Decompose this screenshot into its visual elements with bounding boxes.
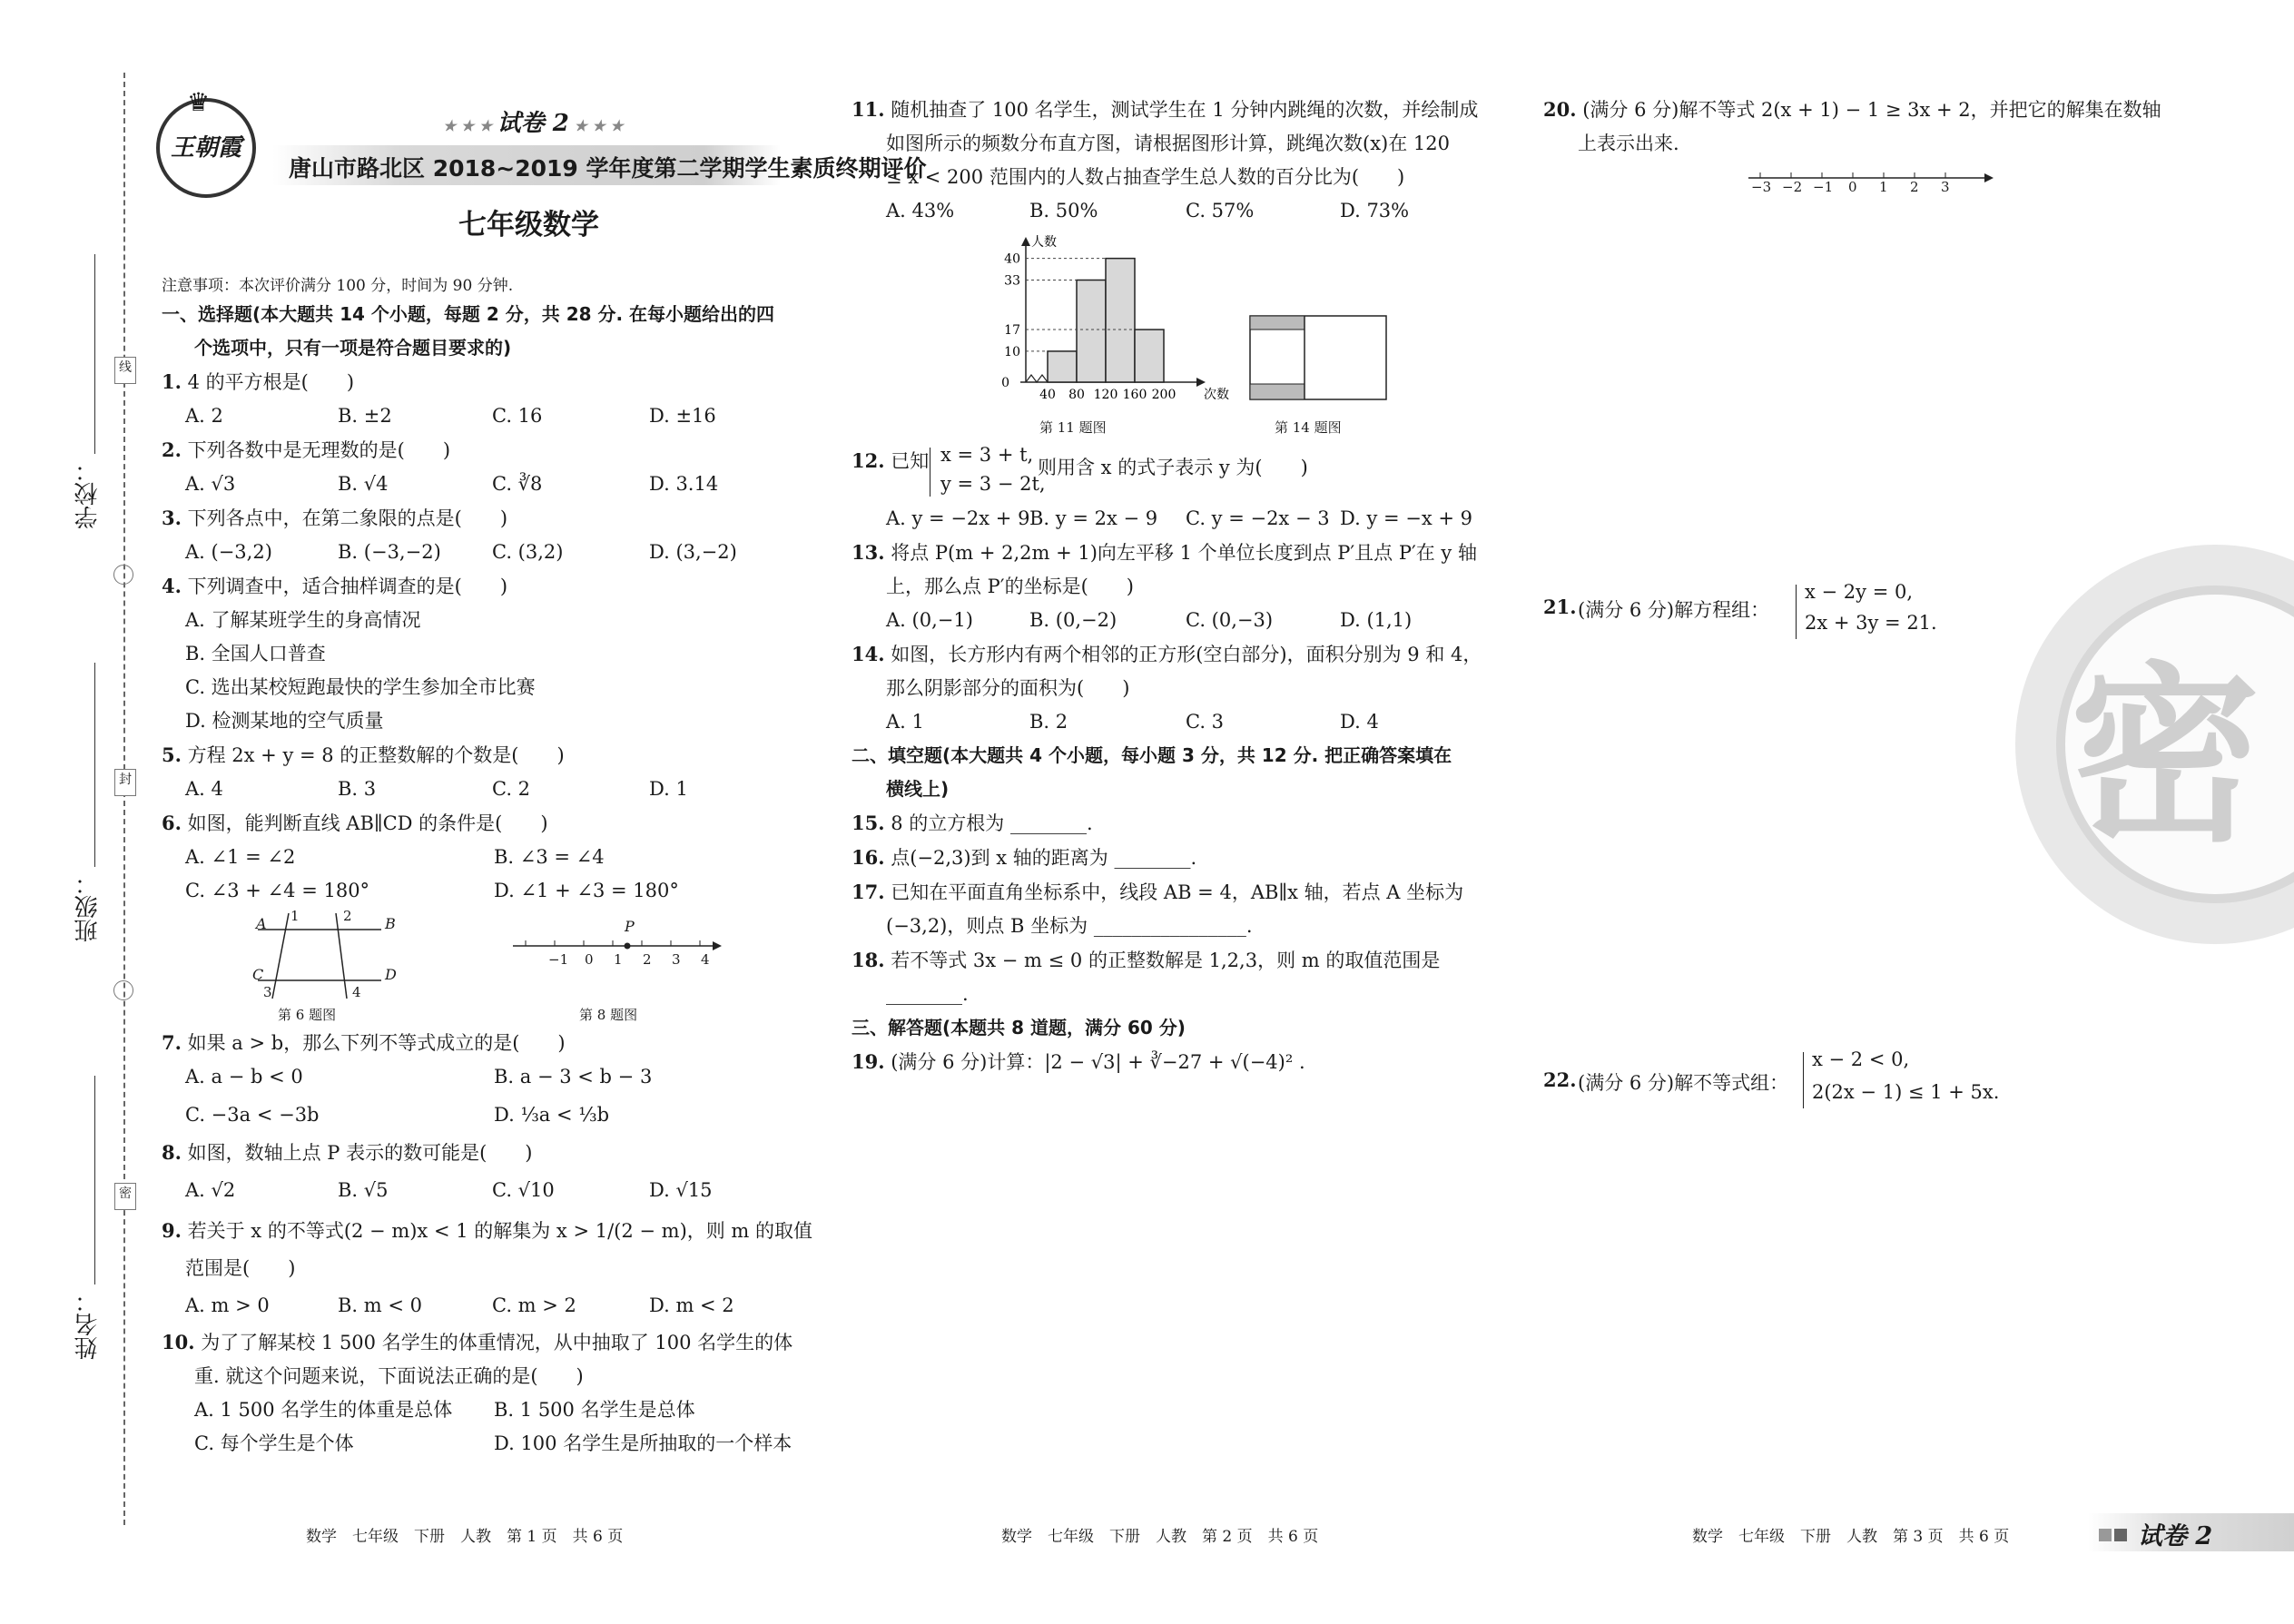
option-a[interactable]: A. 了解某班学生的身高情况 (185, 609, 421, 631)
class-fill-line (94, 663, 95, 867)
options-6-cd (162, 874, 815, 908)
series-text: 试卷 2 (497, 110, 569, 137)
fig8-tick-3: 3 (672, 951, 681, 968)
option-c[interactable]: C. ∛8 (492, 473, 543, 495)
option-d[interactable]: D. 1 (649, 778, 688, 800)
footer-series: 试卷 2 (2138, 1522, 2213, 1550)
subject-title: 七年级数学 (458, 209, 599, 241)
point-p (625, 943, 631, 950)
crown-icon: ♛ (187, 87, 211, 117)
axis20-tick-3: 3 (1941, 179, 1950, 195)
options-7-cd (162, 1094, 815, 1136)
column-1 (162, 298, 815, 1461)
option-b[interactable]: B. √4 (338, 473, 389, 495)
options-9 (162, 1285, 815, 1325)
fig11-caption: 第 11 题图 (1039, 419, 1107, 436)
shaded-top (1250, 316, 1305, 330)
option-b[interactable]: B. a − 3 < b − 3 (494, 1066, 653, 1088)
question-7: 7. 如果 a > b，那么下列不等式成立的是( ) (162, 1031, 566, 1054)
question-5: 5. 方程 2x + y = 8 的正整数解的个数是( ) (162, 743, 565, 766)
question-20: 20. (满分 6 分)解不等式 2(x + 1) − 1 ≥ 3x + 2，并把它的解集在数轴 (1543, 98, 2161, 121)
binding-tag-2: 封 (114, 769, 136, 796)
option-c[interactable]: C. y = −2x − 3 (1186, 507, 1330, 529)
name-fill-line (94, 1076, 95, 1284)
y-tick-label: 10 (1004, 344, 1020, 359)
name-label: 姓名： (74, 1289, 102, 1360)
x-tick-label: 120 (1093, 388, 1118, 402)
option-c[interactable]: C. −3a < −3b (185, 1104, 320, 1126)
axis20-tick-0: 0 (1848, 179, 1857, 195)
option-c[interactable]: C. 16 (492, 405, 543, 427)
punch-hole-icon (113, 980, 133, 1000)
fig6-angle-2: 2 (343, 908, 352, 924)
school-fill-line (94, 254, 95, 454)
axis20-tick-m2: −2 (1782, 179, 1803, 195)
option-c[interactable]: C. 2 (492, 778, 531, 800)
option-d[interactable]: D. √15 (649, 1179, 713, 1201)
question-17: 17. 已知在平面直角坐标系中，线段 AB = 4，AB∥x 轴，若点 A 坐标为 (852, 881, 1464, 903)
fig8-tick-2: 2 (643, 951, 652, 968)
option-d[interactable]: D. m < 2 (649, 1294, 734, 1316)
option-a[interactable]: A. 1 (886, 711, 924, 733)
options-2 (162, 468, 815, 501)
y-axis-title: 人数 (1031, 235, 1057, 250)
option-b[interactable]: B. √5 (338, 1179, 389, 1201)
question-13: 13. 将点 P(m + 2,2m + 1)向左平移 1 个单位长度到点 P′且点 P′在 y 轴 (852, 541, 1477, 564)
question-6: 6. 如图，能判断直线 AB∥CD 的条件是( ) (162, 812, 548, 834)
binding-line (123, 73, 125, 1525)
y-tick-label: 33 (1004, 273, 1020, 289)
y-axis-arrow-icon (1021, 237, 1030, 246)
section1-heading: 一、选择题(本大题共 14 个小题，每题 2 分，共 28 分. 在每小题给出的四 个选项中，只有一项是符合题目要求的) (162, 303, 775, 359)
class-label: 班级： (74, 871, 102, 942)
options-1 (162, 399, 815, 433)
x-tick-label: 200 (1151, 388, 1177, 402)
question-3: 3. 下列各点中，在第二象限的点是( ) (162, 507, 508, 529)
question-15: 15. 8 的立方根为 ________. (852, 812, 1093, 834)
option-c[interactable]: C. (3,2) (492, 541, 564, 563)
figure-row-6-8 (162, 908, 815, 1026)
options-12 (852, 502, 1523, 536)
option-d[interactable]: D. (3,−2) (649, 541, 737, 563)
question-9-cont: 范围是( ) (185, 1257, 296, 1279)
question-10: 10. 为了了解某校 1 500 名学生的体重情况，从中抽取了 100 名学生的体 (162, 1331, 793, 1353)
figure-14 (1249, 315, 1387, 400)
column-3 (1543, 93, 2215, 161)
fig8-tick-m1: −1 (548, 951, 569, 968)
option-c[interactable]: C. 选出某校短跑最快的学生参加全市比赛 (185, 676, 536, 698)
option-b[interactable]: B. 2 (1029, 711, 1068, 733)
option-b[interactable]: B. 3 (338, 778, 377, 800)
fig6-angle-1: 1 (290, 908, 300, 924)
option-a[interactable]: A. 2 (185, 405, 223, 427)
logo-text: 王朝霞 (170, 134, 241, 162)
options-6-ab (162, 841, 815, 874)
option-b[interactable]: B. 全国人口普查 (185, 643, 326, 664)
question-21: 21. (满分 6 分)解方程组： x − 2y = 0, 2x + 3y = 21. (1543, 581, 2088, 645)
question-11-line3: ≤ x < 200 范围内的人数占抽查学生总人数的百分比为( ) (886, 166, 1405, 188)
system-brace (1796, 585, 1804, 639)
option-d[interactable]: D. y = −x + 9 (1340, 507, 1472, 529)
fig8-tick-1: 1 (614, 951, 623, 968)
options-14 (852, 705, 1523, 739)
options-5 (162, 773, 815, 806)
option-a[interactable]: A. m > 0 (185, 1294, 270, 1316)
option-c[interactable]: C. ∠3 + ∠4 = 180° (185, 880, 370, 901)
section2-heading: 二、填空题(本大题共 4 个小题，每小题 3 分，共 12 分. 把正确答案填在 横线上) (852, 744, 1452, 800)
axis20-tick-1: 1 (1879, 179, 1888, 195)
shaded-bottom (1250, 384, 1305, 399)
histogram-11 (970, 233, 1242, 415)
y-tick-label: 17 (1004, 323, 1020, 339)
histogram-bar (1048, 351, 1077, 382)
x-tick-label: 160 (1122, 388, 1147, 402)
option-b[interactable]: B. (−3,−2) (338, 541, 441, 563)
option-d[interactable]: D. 4 (1340, 711, 1379, 733)
binding-tag-1: 线 (114, 357, 136, 384)
question-2: 2. 下列各数中是无理数的是( ) (162, 438, 451, 461)
histogram-bar (1077, 281, 1106, 383)
fig6-angle-3: 3 (263, 984, 272, 1000)
question-9: 9. 若关于 x 的不等式(2 − m)x < 1 的解集为 x > 1/(2 − m)，则 m 的取值 (162, 1219, 813, 1242)
logo (156, 87, 256, 198)
question-18: 18. 若不等式 3x − m ≤ 0 的正整数解是 1,2,3，则 m 的取值范围是 (852, 949, 1441, 971)
question-14: 14. 如图，长方形内有两个相邻的正方形(空白部分)，面积分别为 9 和 4， (852, 643, 1482, 665)
histogram-bar (1135, 330, 1164, 382)
footer-page-1: 数学 七年级 下册 人教 第 1 页 共 6 页 (306, 1528, 624, 1546)
arrow-icon (1984, 173, 1994, 182)
options-10-ab (162, 1393, 815, 1427)
question-4: 4. 下列调查中，适合抽样调查的是( ) (162, 575, 508, 597)
axis20-tick-m1: −1 (1813, 179, 1834, 195)
question-11-line2: 如图所示的频数分布直方图，请根据图形计算，跳绳次数(x)在 120 (886, 133, 1450, 154)
options-3 (162, 536, 815, 569)
options-10-cd (162, 1427, 815, 1461)
origin-label: 0 (1001, 376, 1009, 390)
question-11: 11. 随机抽查了 100 名学生，测试学生在 1 分钟内跳绳的次数，并绘制成 (852, 98, 1479, 121)
question-10-cont: 重. 就这个问题来说，下面说法正确的是( ) (194, 1365, 584, 1387)
question-12: 12. 已知 x = 3 + t, y = 3 − 2t, 则用含 x 的式子表示 y 为( ) (852, 444, 1308, 495)
option-a[interactable]: A. √3 (185, 473, 236, 495)
y-tick-label: 40 (1004, 251, 1020, 267)
fig6-label-A: A (256, 915, 267, 932)
stamp-char: 密 (2070, 645, 2261, 868)
transversal-2 (336, 913, 347, 999)
option-b[interactable]: B. 50% (1029, 200, 1098, 221)
axis20-tick-m3: −3 (1751, 179, 1772, 195)
x-tick-label: 80 (1068, 388, 1085, 402)
option-b[interactable]: B. ∠3 = ∠4 (494, 846, 605, 868)
fig8-caption: 第 8 题图 (579, 1007, 638, 1023)
option-a[interactable]: A. ∠1 = ∠2 (185, 846, 296, 868)
option-d[interactable]: D. 73% (1340, 200, 1410, 221)
option-d[interactable]: D. (1,1) (1340, 609, 1413, 631)
option-b[interactable]: B. m < 0 (338, 1294, 423, 1316)
fig6-label-B: B (385, 915, 396, 932)
transversal-1 (272, 913, 289, 999)
fig6-caption: 第 6 题图 (278, 1007, 337, 1023)
question-18-line2: ________. (886, 983, 969, 1005)
section3-heading: 三、解答题(本题共 8 道题，满分 60 分) (852, 1017, 1186, 1038)
fig6-angle-4: 4 (352, 984, 361, 1000)
option-c[interactable]: C. 57% (1186, 200, 1255, 221)
option-d[interactable]: D. ⅓a < ⅓b (494, 1104, 610, 1126)
option-c[interactable]: C. (0,−3) (1186, 609, 1274, 631)
histogram-bar (1106, 259, 1135, 382)
question-22: 22. (满分 6 分)解不等式组： x − 2 < 0, 2(2x − 1) ≤ 1 + 5x. (1543, 1048, 2088, 1112)
system-brace (930, 448, 938, 497)
footer-page-3: 数学 七年级 下册 人教 第 3 页 共 6 页 (1692, 1528, 2010, 1546)
option-a[interactable]: A. 43% (886, 200, 955, 221)
fig8-label-P: P (625, 918, 635, 935)
option-a[interactable]: A. 4 (185, 778, 223, 800)
option-a[interactable]: A. 1 500 名学生的体重是总体 (194, 1399, 453, 1421)
question-8: 8. 如图，数轴上点 P 表示的数可能是( ) (162, 1141, 533, 1164)
question-1: 1. 4 的平方根是( ) (162, 370, 355, 393)
options-13 (852, 604, 1523, 637)
option-d[interactable]: D. ∠1 + ∠3 = 180° (494, 880, 679, 901)
option-c[interactable]: C. m > 2 (492, 1294, 576, 1316)
option-a[interactable]: A. a − b < 0 (185, 1066, 303, 1088)
punch-hole-icon (113, 565, 133, 585)
x-axis-arrow-icon (1196, 378, 1206, 387)
option-d[interactable]: D. 检测某地的空气质量 (185, 710, 384, 732)
option-d[interactable]: D. 100 名学生是所抽取的一个样本 (494, 1432, 793, 1454)
option-b[interactable]: B. 1 500 名学生是总体 (494, 1399, 695, 1421)
option-d[interactable]: D. ±16 (649, 405, 716, 427)
fig8-tick-0: 0 (585, 951, 594, 968)
x-tick-label: 40 (1039, 388, 1056, 402)
option-c[interactable]: C. 每个学生是个体 (194, 1432, 354, 1454)
option-c[interactable]: C. √10 (492, 1179, 555, 1201)
option-d[interactable]: D. 3.14 (649, 473, 719, 495)
question-14-line2: 那么阴影部分的面积为( ) (886, 677, 1130, 699)
series-title: ★ ★ ★ 试卷 2 ★ ★ ★ (443, 110, 624, 137)
footer-squares-icon (2099, 1528, 2130, 1545)
column-2 (852, 93, 1523, 1079)
figure-row-11-14 (852, 228, 1523, 444)
option-a[interactable]: A. (−3,2) (185, 541, 272, 563)
arrow-icon (713, 941, 722, 950)
options-8 (162, 1170, 815, 1210)
axis-break-icon (1026, 375, 1048, 382)
question-20-line2: 上表示出来. (1578, 133, 1679, 154)
option-c[interactable]: C. 3 (1186, 711, 1225, 733)
option-b[interactable]: B. ±2 (338, 405, 392, 427)
footer-page-2: 数学 七年级 下册 人教 第 2 页 共 6 页 (1001, 1528, 1319, 1546)
note: 注意事项：本次评价满分 100 分，时间为 90 分钟. (162, 277, 514, 295)
question-17-line2: (−3,2)，则点 B 坐标为 ________________. (886, 915, 1253, 937)
options-7-ab (162, 1060, 815, 1094)
binding-tag-3: 密 (114, 1183, 136, 1210)
option-b[interactable]: B. (0,−2) (1029, 609, 1117, 631)
question-19: 19. (满分 6 分)计算：|2 − √3| + ∛−27 + √(−4)² . (852, 1050, 1305, 1073)
axis20-tick-2: 2 (1910, 179, 1919, 195)
fig8-tick-4: 4 (701, 951, 710, 968)
option-b[interactable]: B. y = 2x − 9 (1029, 507, 1158, 529)
options-11 (852, 194, 1523, 228)
fig6-label-D: D (385, 966, 397, 983)
option-a[interactable]: A. √2 (185, 1179, 236, 1201)
fig6-label-C: C (252, 966, 264, 983)
question-13-line2: 上，那么点 P′的坐标是( ) (886, 576, 1134, 597)
system-brace (1803, 1052, 1811, 1108)
option-a[interactable]: A. (0,−1) (886, 609, 973, 631)
exam-title: 唐山市路北区 2018~2019 学年度第二学期学生素质终期评价 (289, 155, 927, 182)
fig14-caption: 第 14 题图 (1275, 419, 1342, 436)
question-16: 16. 点(−2,3)到 x 轴的距离为 ________. (852, 846, 1197, 869)
x-axis-title: 次数 (1204, 388, 1229, 402)
school-label: 学校： (74, 458, 102, 529)
option-a[interactable]: A. y = −2x + 9 (886, 507, 1030, 529)
